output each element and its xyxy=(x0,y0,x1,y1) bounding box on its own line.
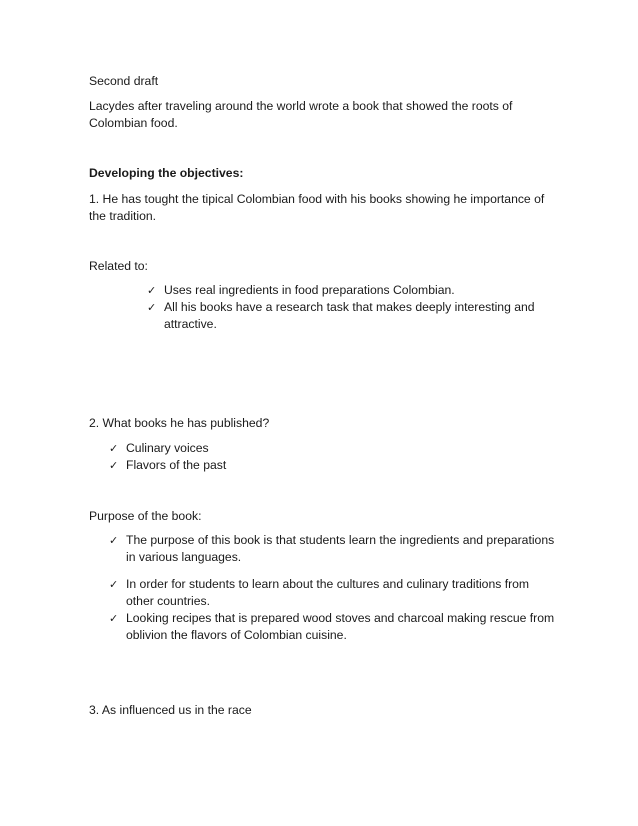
draft-label: Second draft xyxy=(89,74,159,88)
checkmark-icon: ✓ xyxy=(109,442,119,455)
checkmark-icon: ✓ xyxy=(147,284,157,297)
objectives-heading: Developing the objectives: xyxy=(89,166,244,180)
list-item-text: The purpose of this book is that students learn the ingredients and preparations in various languages. xyxy=(126,533,555,564)
objective-1: 1. He has tought the tipical Colombian food with his books showing he importance of the tradition. xyxy=(89,192,545,223)
list-item-text: In order for students to learn about the cultures and culinary traditions from other countries. xyxy=(126,577,530,608)
list-item-text: Uses real ingredients in food preparations Colombian. xyxy=(164,283,455,297)
related-label: Related to: xyxy=(89,259,148,273)
purpose-label: Purpose of the book: xyxy=(89,509,202,523)
list-item xyxy=(109,457,546,474)
list-item xyxy=(147,299,544,333)
objective-2: 2. What books he has published? xyxy=(89,416,270,430)
list-item xyxy=(109,610,556,644)
checkmark-icon: ✓ xyxy=(109,534,119,547)
checkmark-icon: ✓ xyxy=(109,578,119,591)
related-list xyxy=(147,282,544,333)
list-item-text: All his books have a research task that makes deeply interesting and attractive. xyxy=(164,300,535,331)
list-item xyxy=(109,576,556,610)
checkmark-icon: ✓ xyxy=(109,459,119,472)
intro-paragraph: Lacydes after traveling around the world wrote a book that showed the roots of Colombian food. xyxy=(89,99,513,130)
objective-3: 3. As influenced us in the race xyxy=(89,703,252,717)
list-item xyxy=(109,532,556,566)
list-item-text: Looking recipes that is prepared wood stoves and charcoal making rescue from oblivion the flavors of Colombian cuisine. xyxy=(126,611,555,642)
books-list xyxy=(109,440,546,474)
list-item xyxy=(109,440,546,457)
list-item-text: Flavors of the past xyxy=(126,458,227,472)
checkmark-icon: ✓ xyxy=(147,301,157,314)
purpose-list xyxy=(109,532,556,644)
checkmark-icon: ✓ xyxy=(109,612,119,625)
list-item xyxy=(147,282,544,299)
list-item-text: Culinary voices xyxy=(126,441,209,455)
